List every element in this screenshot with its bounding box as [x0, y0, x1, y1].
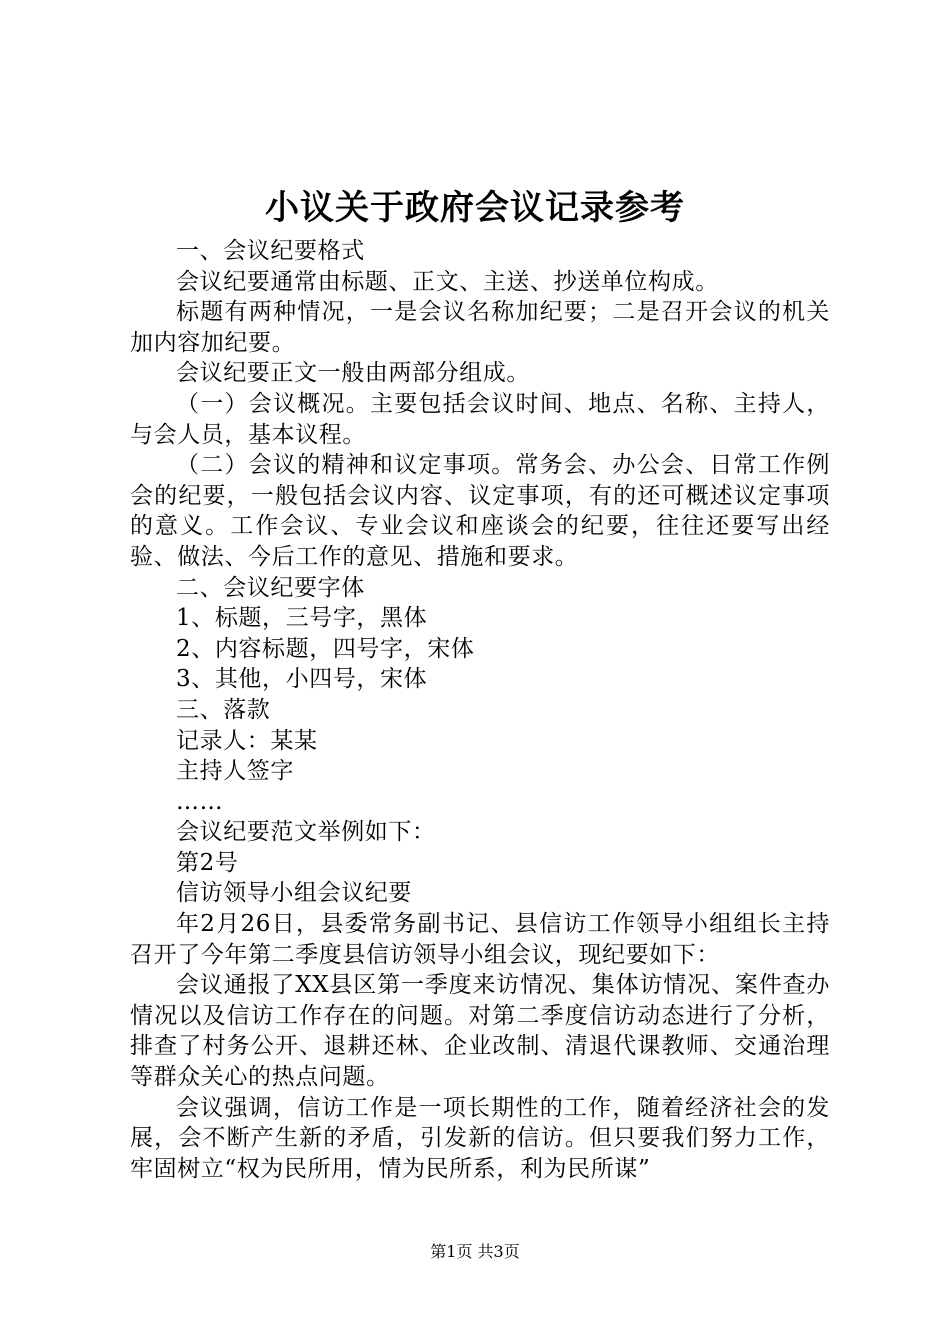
document-body [130, 236, 830, 1184]
paragraph: 会议强调，信访工作是一项长期性的工作，随着经济社会的发展，会不断产生新的矛盾，引发新的信访。但只要我们努力工作，牢固树立“权为民所用，情为民所系，利为民所谋” [130, 1094, 830, 1182]
paragraph: 会议纪要正文一般由两部分组成。 [176, 360, 530, 387]
paragraph: 二、会议纪要字体 [176, 574, 365, 601]
paragraph: 第2号 [176, 849, 239, 876]
document-title: 小议关于政府会议记录参考 [265, 188, 685, 228]
paragraph: 会议纪要范文举例如下： [176, 819, 436, 846]
paragraph: 2、内容标题，四号字，宋体 [176, 635, 475, 662]
paragraph: 1、标题，三号字，黑体 [176, 605, 428, 632]
paragraph: 会议纪要通常由标题、正文、主送、抄送单位构成。 [176, 268, 719, 295]
paragraph: （二）会议的精神和议定事项。常务会、办公会、日常工作例会的纪要，一般包括会议内容、议定事项，有的还可概述议定事项的意义。工作会议、专业会议和座谈会的纪要，往往还要写出经验、做法、今后工作的意见、措施和要求。 [130, 452, 830, 570]
paragraph: 年2月26日，县委常务副书记、县信访工作领导小组组长主持召开了今年第二季度县信访领导小组会议，现纪要如下： [130, 911, 830, 968]
paragraph: …… [176, 788, 224, 815]
paragraph: 会议通报了XX县区第一季度来访情况、集体访情况、案件查办情况以及信访工作存在的问题。对第二季度信访动态进行了分析，排查了村务公开、退耕还林、企业改制、清退代课教师、交通治理等群众关心的热点问题。 [130, 972, 830, 1091]
paragraph: （一）会议概况。主要包括会议时间、地点、名称、主持人，与会人员，基本议程。 [130, 390, 830, 448]
paragraph: 信访领导小组会议纪要 [176, 880, 412, 907]
paragraph: 标题有两种情况，一是会议名称加纪要；二是召开会议的机关加内容加纪要。 [130, 299, 830, 356]
paragraph: 主持人签字 [176, 758, 294, 785]
paragraph: 三、落款 [176, 696, 271, 723]
paragraph: 记录人：某某 [176, 727, 318, 754]
paragraph: 3、其他，小四号，宋体 [176, 666, 428, 693]
paragraph: 一、会议纪要格式 [176, 238, 365, 264]
page-number-footer: 第1页 共3页 [430, 1242, 520, 1261]
